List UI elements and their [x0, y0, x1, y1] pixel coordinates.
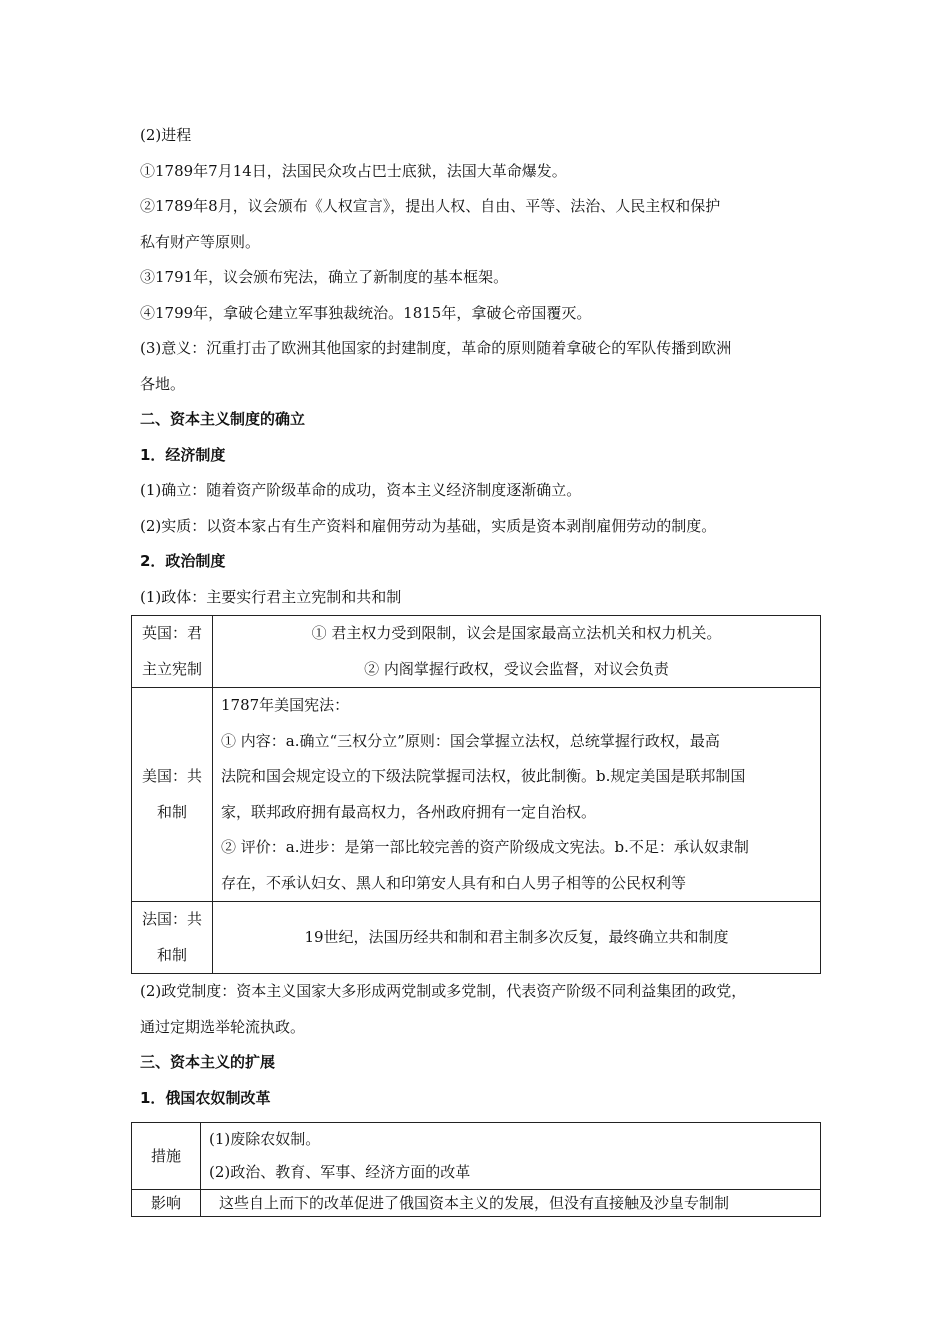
paragraph: (2)政党制度：资本主义国家大多形成两党制或多党制，代表资产阶级不同利益集团的政党， [140, 982, 747, 1000]
row-label: 美国：共 和制 [132, 688, 213, 902]
document-page [140, 118, 820, 1217]
row-label: 法国：共 和制 [132, 902, 213, 974]
row-content: ① 君主权力受到限制，议会是国家最高立法机关和权力机关。 ② 内阁掌握行政权，受议会监督，对议会负责 [213, 616, 821, 688]
russia-reform-table [131, 1122, 821, 1217]
row-content: 1787年美国宪法： ① 内容：a.确立“三权分立”原则：国会掌握立法权，总统掌握行政权，最高 法院和国会规定设立的下级法院掌握司法权，彼此制衡。b.规定美国是联邦制国 家，联邦政府拥有最高权力，各州政府拥有一定自治权。 ② 评价：a.进步：是第一部比较完善的资产阶级成文宪法。b.不足：承认奴隶制 存在，不承认妇女、黑人和印第安人具有和白人男子相等的公民权利等 [213, 688, 821, 902]
row-content: (1)废除农奴制。 (2)政治、教育、军事、经济方面的改革 [201, 1123, 821, 1190]
row-label: 英国：君 主立宪制 [132, 616, 213, 688]
paragraph: ④1799年，拿破仑建立军事独裁统治。1815年，拿破仑帝国覆灭。 [140, 303, 592, 322]
paragraph: (2)实质：以资本家占有生产资料和雇佣劳动为基础，实质是资本剥削雇佣劳动的制度。 [140, 516, 717, 535]
subsection-heading: 1．俄国农奴制改革 [140, 1088, 271, 1107]
paragraph: (1)确立：随着资产阶级革命的成功，资本主义经济制度逐渐确立。 [140, 481, 582, 499]
paragraph: (1)政体：主要实行君主立宪制和共和制 [140, 587, 402, 606]
polity-table [131, 615, 821, 974]
section-heading: 二、资本主义制度的确立 [140, 410, 306, 428]
paragraph: ③1791年，议会颁布宪法，确立了新制度的基本框架。 [140, 268, 509, 286]
table-row [132, 1190, 821, 1217]
paragraph: 通过定期选举轮流执政。 [140, 1017, 306, 1036]
table-row [132, 902, 821, 974]
paragraph: ①1789年7月14日，法国民众攻占巴士底狱，法国大革命爆发。 [140, 161, 567, 180]
row-content: 这些自上而下的改革促进了俄国资本主义的发展，但没有直接触及沙皇专制制 [201, 1190, 821, 1217]
subsection-heading: 2．政治制度 [140, 552, 226, 570]
table-row [132, 616, 821, 688]
table-row [132, 1123, 821, 1190]
paragraph: (2)进程 [140, 126, 192, 144]
section-heading: 三、资本主义的扩展 [140, 1053, 276, 1071]
row-content: 19世纪，法国历经共和制和君主制多次反复，最终确立共和制度 [213, 902, 821, 974]
row-label: 影响 [132, 1190, 201, 1217]
table-row [132, 688, 821, 902]
paragraph: (3)意义：沉重打击了欧洲其他国家的封建制度，革命的原则随着拿破仑的军队传播到欧洲 [140, 339, 732, 357]
paragraph: 各地。 [140, 374, 186, 393]
paragraph: ②1789年8月，议会颁布《人权宣言》，提出人权、自由、平等、法治、人民主权和保护 [140, 197, 721, 215]
paragraph: 私有财产等原则。 [140, 232, 261, 251]
row-label: 措施 [132, 1123, 201, 1190]
subsection-heading: 1．经济制度 [140, 445, 226, 464]
